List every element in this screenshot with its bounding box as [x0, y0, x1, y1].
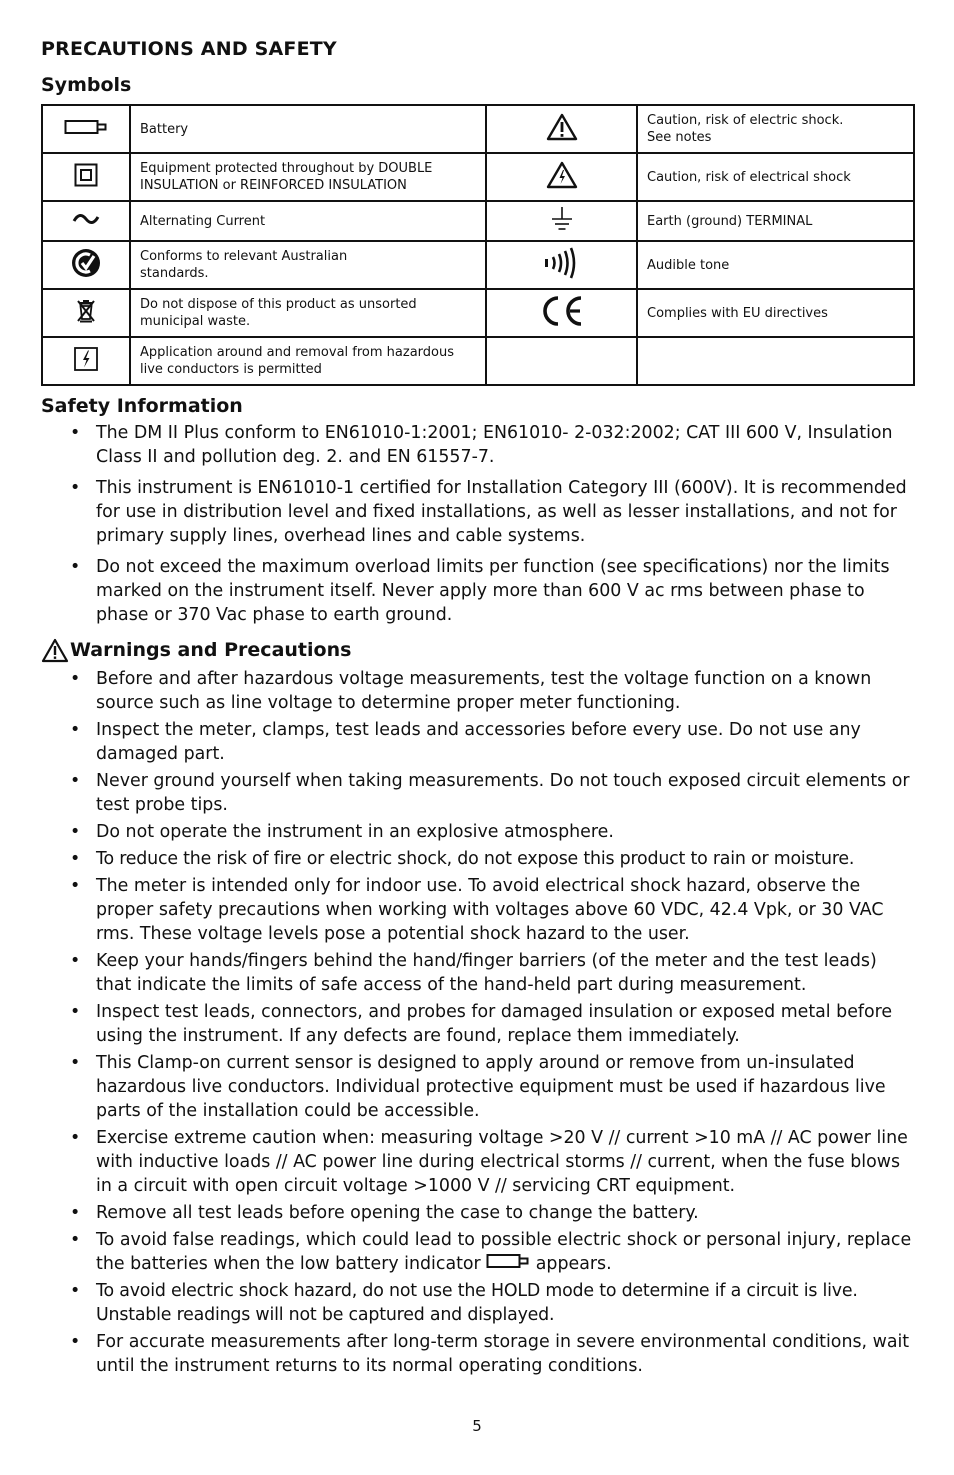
symbol-row — [42, 289, 914, 337]
symbol-description: Earth (ground) TERMINAL — [637, 201, 914, 241]
double-insulation-icon — [42, 153, 130, 201]
list-item: • Exercise extreme caution when: measuring voltage >20 V // current >10 mA // AC power line with inductive loads // AC power line during electrical storms // current, when the fuse blows in a circuit with open circuit voltage >1000 V // servicing CRT equipment. — [41, 1126, 913, 1198]
ce-mark-icon — [486, 289, 637, 337]
weee-bin-icon — [42, 289, 130, 337]
list-item: • Remove all test leads before opening the case to change the battery. — [41, 1201, 913, 1225]
symbols-heading: Symbols — [41, 74, 132, 96]
hazard-live-icon — [42, 337, 130, 385]
symbol-description: Do not dispose of this product as unsorted municipal waste. — [130, 289, 486, 337]
symbol-row — [42, 241, 914, 289]
ground-icon — [486, 201, 637, 241]
shock-triangle-icon — [486, 153, 637, 201]
list-item-text: appears. — [530, 1254, 612, 1274]
list-item: • Do not exceed the maximum overload limits per function (see specifications) nor the limits marked on the instrument itself. Never apply more than 600 V ac rms between phase to phase or 370 Vac phase to earth ground. — [41, 555, 913, 627]
list-item: • This instrument is EN61010-1 certified for Installation Category III (600V). It is recommended for use in distribution level and fixed installations, as well as lesser installations, and not for primary supply lines, overhead lines and cable systems. — [41, 476, 913, 548]
list-item: • To reduce the risk of fire or electric shock, do not expose this product to rain or moisture. — [41, 847, 913, 871]
list-item: • The DM II Plus conform to EN61010-1:2001; EN61010- 2-032:2002; CAT III 600 V, Insulation Class II and pollution deg. 2. and EN 61557-7. — [41, 421, 913, 469]
list-item: • Do not operate the instrument in an explosive atmosphere. — [41, 820, 913, 844]
manual-page — [41, 36, 913, 1381]
symbol-description: Application around and removal from hazardous live conductors is permitted — [130, 337, 486, 385]
list-item: • Inspect the meter, clamps, test leads and accessories before every use. Do not use any damaged part. — [41, 718, 913, 766]
symbol-row — [42, 153, 914, 201]
list-item: • To avoid electric shock hazard, do not use the HOLD mode to determine if a circuit is live. Unstable readings will not be captured and displayed. — [41, 1279, 913, 1327]
list-item-text: To avoid false readings, which could lead to possible electric shock or personal injury, replace the batteries when the low battery indicator — [96, 1230, 912, 1274]
symbol-description: Battery — [130, 105, 486, 153]
symbols-table — [41, 104, 915, 386]
list-item: • Keep your hands/fingers behind the hand/finger barriers (of the meter and the test leads) that indicate the limits of safe access of the hand-held part during measurement. — [41, 949, 913, 997]
symbol-description: Equipment protected throughout by DOUBLE INSULATION or REINFORCED INSULATION — [130, 153, 486, 201]
symbol-row — [42, 201, 914, 241]
safety-list — [41, 421, 913, 627]
empty-cell — [637, 337, 914, 385]
ctick-icon — [42, 241, 130, 289]
warnings-heading — [41, 637, 913, 663]
tilde-icon — [42, 201, 130, 241]
list-item: • For accurate measurements after long-term storage in severe environmental conditions, wait until the instrument returns to its normal operating conditions. — [41, 1330, 913, 1378]
warnings-list — [41, 667, 913, 1378]
symbol-description: Complies with EU directives — [637, 289, 914, 337]
symbol-row — [42, 337, 914, 385]
page-number: 5 — [472, 1417, 482, 1435]
safety-heading: Safety Information — [41, 395, 243, 417]
warning-triangle-icon — [486, 105, 637, 153]
list-item: • This Clamp-on current sensor is designed to apply around or remove from un-insulated hazardous live conductors. Individual protective equipment must be used if hazardous live parts of the installation could be accessible. — [41, 1051, 913, 1123]
symbol-description: Caution, risk of electric shock. See notes — [637, 105, 914, 153]
list-item — [41, 1228, 913, 1276]
symbol-description: Caution, risk of electrical shock — [637, 153, 914, 201]
symbol-description: Audible tone — [637, 241, 914, 289]
battery-icon — [42, 105, 130, 153]
empty-cell — [486, 337, 637, 385]
audible-tone-icon — [486, 241, 637, 289]
battery-icon — [486, 1253, 530, 1271]
symbol-row — [42, 105, 914, 153]
list-item: • Inspect test leads, connectors, and probes for damaged insulation or exposed metal before using the instrument. If any defects are found, replace them immediately. — [41, 1000, 913, 1048]
list-item: • Before and after hazardous voltage measurements, test the voltage function on a known source such as line voltage to determine proper meter functioning. — [41, 667, 913, 715]
warning-triangle-icon — [41, 638, 69, 663]
page-title: PRECAUTIONS AND SAFETY — [41, 38, 337, 60]
symbol-description: Alternating Current — [130, 201, 486, 241]
warnings-heading-text: Warnings and Precautions — [70, 639, 352, 661]
list-item: • Never ground yourself when taking measurements. Do not touch exposed circuit elements or test probe tips. — [41, 769, 913, 817]
list-item: • The meter is intended only for indoor use. To avoid electrical shock hazard, observe the proper safety precautions when working with voltages above 60 VDC, 42.4 Vpk, or 30 VAC rms. These voltage levels pose a potential shock hazard to the user. — [41, 874, 913, 946]
symbol-description: Conforms to relevant Australian standards. — [130, 241, 486, 289]
